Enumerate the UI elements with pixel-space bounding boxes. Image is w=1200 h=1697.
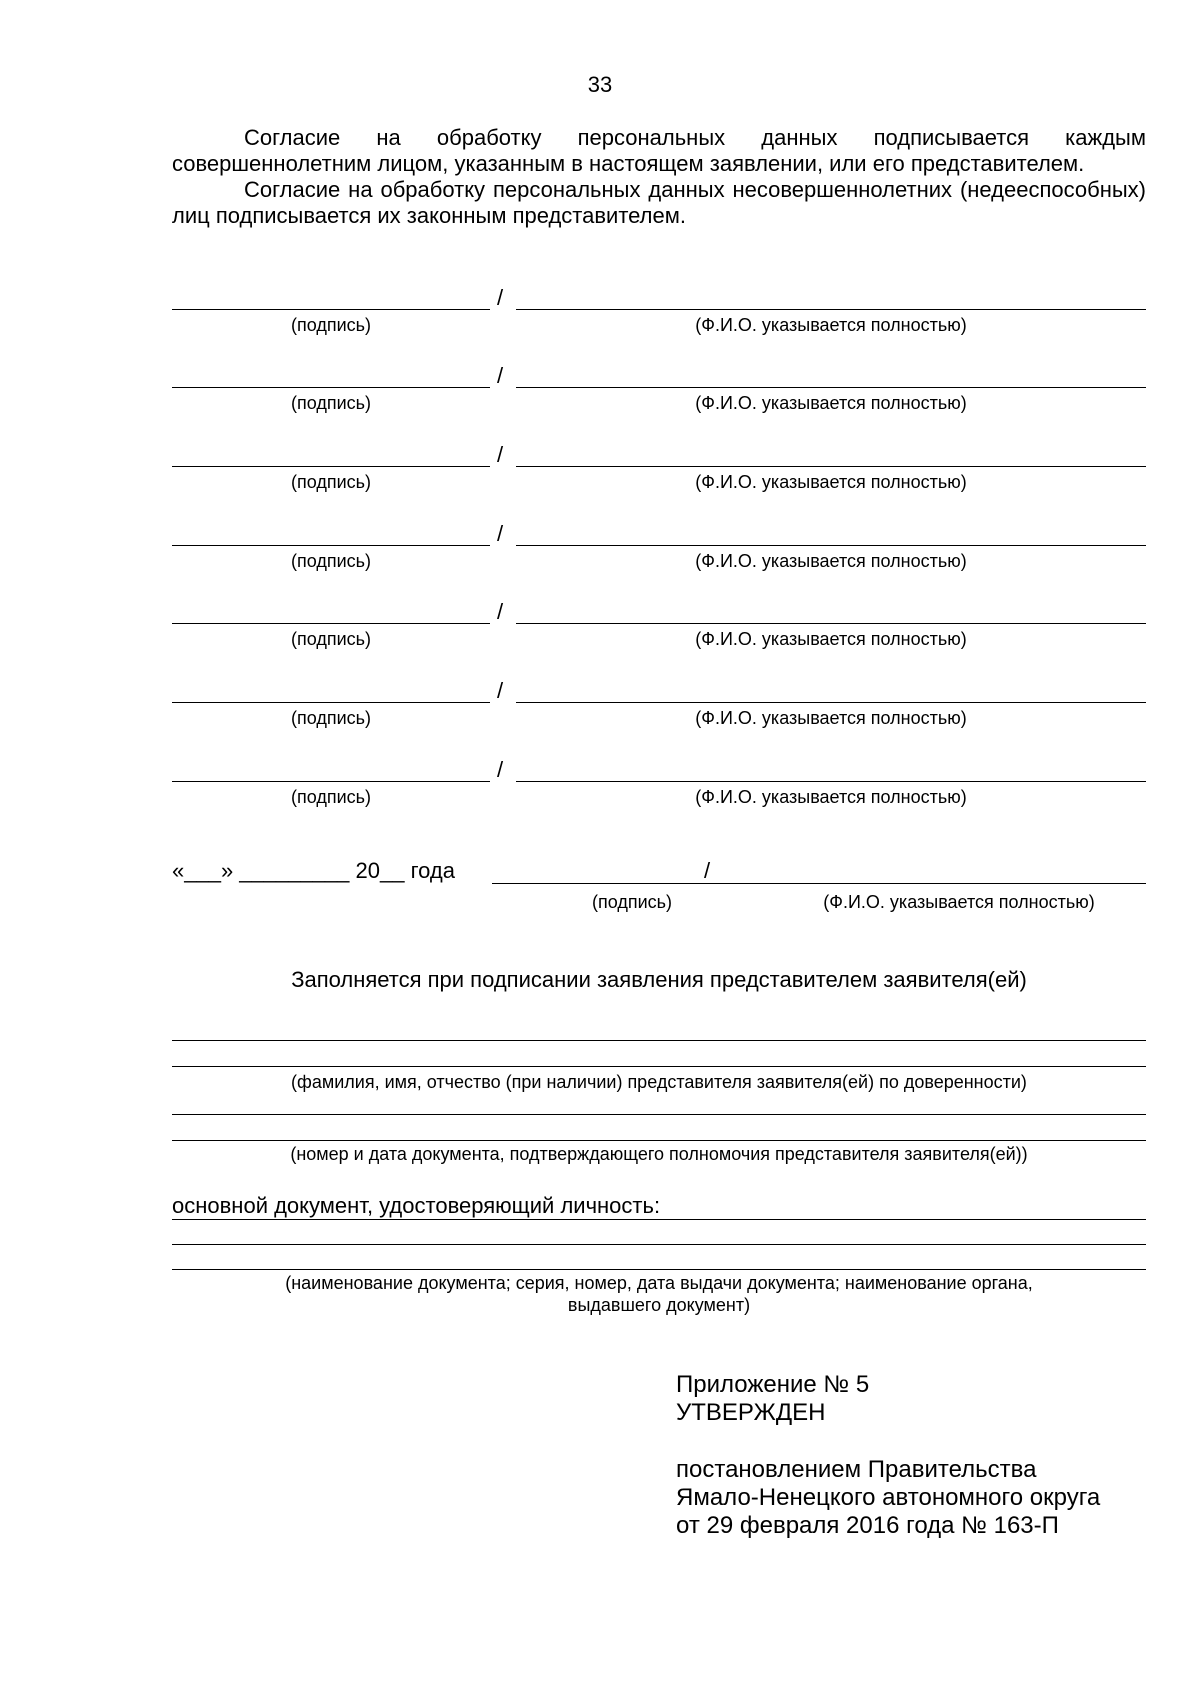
representative-name-line[interactable] [172, 1040, 1146, 1041]
signature-line[interactable] [172, 545, 490, 546]
signature-caption: (подпись) [290, 629, 372, 649]
signature-caption: (подпись) [290, 393, 372, 413]
date-field[interactable]: «___» _________ 20__ года [172, 858, 455, 883]
identity-document-caption-2: выдавшего документ) [567, 1295, 751, 1315]
signature-caption: (подпись) [290, 708, 372, 728]
separator: / [497, 678, 504, 703]
signature-caption: (подпись) [290, 315, 372, 335]
consent-paragraph-2: Согласие на обработку персональных данных несовершеннолетних (недееспособных) лиц подписывается их законным представителем. [172, 177, 1146, 228]
appendix-region: Ямало-Ненецкого автономного округа [676, 1484, 1101, 1511]
separator: / [497, 442, 504, 467]
fio-line[interactable] [516, 781, 1146, 782]
identity-document-caption-1: (наименование документа; серия, номер, дата выдачи документа; наименование органа, [285, 1273, 1033, 1293]
signature-row [172, 360, 1146, 420]
fio-line[interactable] [516, 623, 1146, 624]
fio-line[interactable] [722, 883, 1146, 884]
signature-line[interactable] [172, 781, 490, 782]
authority-document-line[interactable] [172, 1114, 1146, 1115]
identity-document-line[interactable] [172, 1219, 1146, 1220]
signature-caption: (подпись) [290, 551, 372, 571]
authority-document-caption: (номер и дата документа, подтверждающего полномочия представителя заявителя(ей)) [290, 1144, 1028, 1164]
signature-line[interactable] [172, 309, 490, 310]
separator: / [497, 285, 504, 310]
signature-line[interactable] [172, 387, 490, 388]
signature-row [172, 282, 1146, 342]
fio-caption: (Ф.И.О. указывается полностью) [695, 551, 967, 571]
signature-caption: (подпись) [290, 472, 372, 492]
fio-caption: (Ф.И.О. указывается полностью) [695, 787, 967, 807]
fio-caption: (Ф.И.О. указывается полностью) [695, 708, 967, 728]
appendix-date: от 29 февраля 2016 года № 163-П [676, 1512, 1059, 1539]
identity-document-label: основной документ, удостоверяющий личность: [172, 1193, 661, 1218]
signature-row [172, 754, 1146, 814]
fio-caption: (Ф.И.О. указывается полностью) [695, 629, 967, 649]
representative-name-caption: (фамилия, имя, отчество (при наличии) представителя заявителя(ей) по доверенности) [291, 1072, 1027, 1092]
fio-line[interactable] [516, 387, 1146, 388]
fio-line[interactable] [516, 466, 1146, 467]
signature-row [172, 596, 1146, 656]
identity-document-line[interactable] [172, 1244, 1146, 1245]
separator: / [497, 521, 504, 546]
representative-name-line[interactable] [172, 1066, 1146, 1067]
signature-caption: (подпись) [290, 787, 372, 807]
signature-row [172, 518, 1146, 578]
representative-heading: Заполняется при подписании заявления представителем заявителя(ей) [291, 967, 1027, 992]
fio-caption: (Ф.И.О. указывается полностью) [695, 393, 967, 413]
authority-document-line[interactable] [172, 1140, 1146, 1141]
signature-line[interactable] [172, 623, 490, 624]
separator: / [497, 599, 504, 624]
signature-line[interactable] [172, 702, 490, 703]
consent-paragraph-1: Согласие на обработку персональных данных подписывается каждым совершеннолетним лицом, указанным в настоящем заявлении, или его представителем. [172, 125, 1146, 176]
signature-row [172, 439, 1146, 499]
appendix-approved: УТВЕРЖДЕН [676, 1399, 826, 1426]
separator: / [497, 363, 504, 388]
fio-line[interactable] [516, 702, 1146, 703]
separator: / [497, 757, 504, 782]
signature-row [172, 675, 1146, 735]
separator: / [704, 858, 711, 883]
signature-line[interactable] [172, 466, 490, 467]
fio-line[interactable] [516, 309, 1146, 310]
fio-caption: (Ф.И.О. указывается полностью) [695, 472, 967, 492]
fio-caption: (Ф.И.О. указывается полностью) [695, 315, 967, 335]
date-signature-row [172, 858, 1146, 918]
appendix-decree: постановлением Правительства [676, 1456, 1037, 1483]
page-number: 33 [587, 72, 613, 97]
consent-intro [172, 125, 1146, 229]
fio-line[interactable] [516, 545, 1146, 546]
identity-document-line[interactable] [172, 1269, 1146, 1270]
fio-caption: (Ф.И.О. указывается полностью) [823, 892, 1095, 912]
appendix-number: Приложение № 5 [676, 1371, 870, 1398]
signature-caption: (подпись) [591, 892, 673, 912]
